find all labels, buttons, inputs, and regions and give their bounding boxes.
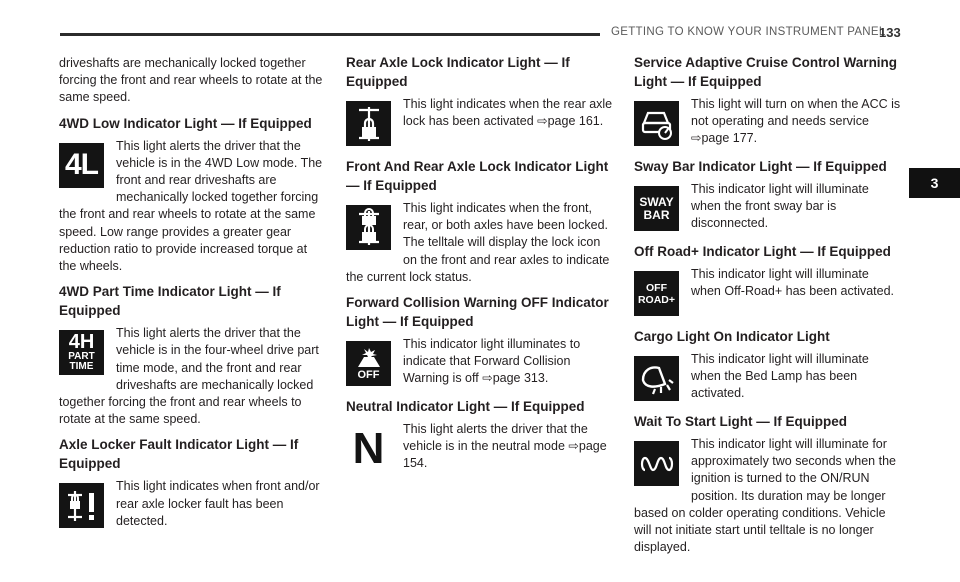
entry-4wd-low [59, 138, 327, 276]
body-sway-bar: This indicator light will illuminate when the front sway bar is disconnected. [691, 182, 869, 231]
body-4wd-low: This light alerts the driver that the vehicle is in the 4WD Low mode. The front and rear driveshafts are mechanically locked together forcing the front and rear wheels to rotate at the same speed. Low range provides a greater gear reduction ratio to provide increased torque at the wheels. [59, 138, 323, 274]
heading-sway-bar: Sway Bar Indicator Light — If Equipped [634, 159, 887, 174]
heading-rear-axle-lock: Rear Axle Lock Indicator Light — If Equipped [346, 55, 570, 89]
page-reference[interactable]: ⇨ page 177. [691, 131, 757, 145]
front-rear-axle-lock-icon [346, 205, 391, 250]
heading-wait-to-start: Wait To Start Light — If Equipped [634, 414, 847, 429]
page-reference[interactable]: ⇨ page 154. [403, 439, 607, 470]
entry-acc-service [634, 96, 902, 150]
glow-plug-icon [634, 441, 679, 486]
forward-collision-off-icon: OFF [346, 341, 391, 386]
entry-cargo-light [634, 351, 902, 405]
entry-4wd-part-time [59, 325, 327, 428]
entry-axle-fault [59, 478, 327, 532]
entry-rear-axle-lock [346, 96, 614, 150]
entry-sway-bar [634, 181, 902, 235]
entry-off-road [634, 266, 902, 320]
axle-fault-icon [59, 483, 104, 528]
rear-axle-lock-icon [346, 101, 391, 146]
body-axle-fault: This light indicates when front and/or rear axle locker fault has been detected. [116, 479, 320, 528]
body-off-road: This indicator light will illuminate when Off-Road+ has been activated. [691, 267, 895, 299]
entry-fcw-off [346, 336, 614, 390]
body-cargo-light: This indicator light will illuminate when the Bed Lamp has been activated. [691, 352, 869, 401]
intro-paragraph: driveshafts are mechanically locked together forcing the front and rear wheels to rotate at the same speed. [59, 56, 323, 105]
entry-wait-to-start [634, 436, 902, 556]
page-reference[interactable]: ⇨ page 161. [537, 114, 603, 128]
running-header: GETTING TO KNOW YOUR INSTRUMENT PANEL [611, 26, 886, 38]
header-rule [60, 33, 600, 36]
heading-axle-fault: Axle Locker Fault Indicator Light — If Equipped [59, 437, 299, 472]
neutral-icon: N [346, 426, 391, 471]
heading-neutral: Neutral Indicator Light — If Equipped [346, 399, 585, 415]
column-3 [634, 53, 902, 556]
body-front-rear-axle-lock: This light indicates when the front, rear, or both axles have been locked. The telltale will display the lock icon on the front and rear axles to indicate the current lock status. [346, 201, 610, 284]
body-fcw-off: This indicator light illuminates to indicate that Forward Collision Warning is off ⇨ page 313. [346, 336, 614, 388]
cargo-light-icon [634, 356, 679, 401]
heading-front-rear-axle-lock: Front And Rear Axle Lock Indicator Light — If Equipped [346, 159, 609, 193]
heading-cargo-light: Cargo Light On Indicator Light [634, 329, 830, 344]
body-rear-axle-lock: This light indicates when the rear axle lock has been activated ⇨ page 161. [346, 96, 614, 130]
heading-off-road: Off Road+ Indicator Light — If Equipped [634, 244, 891, 259]
acc-service-icon [634, 101, 679, 146]
page-reference[interactable]: ⇨ page 313. [482, 371, 548, 385]
heading-4wd-part-time: 4WD Part Time Indicator Light — If Equipped [59, 284, 281, 319]
body-neutral: This light alerts the driver that the vehicle is in the neutral mode ⇨ page 154. [346, 421, 614, 473]
heading-acc-service: Service Adaptive Cruise Control Warning Light — If Equipped [634, 55, 898, 89]
column-2 [346, 53, 614, 475]
sway-bar-icon: SWAY BAR [634, 186, 679, 231]
chapter-tab: 3 [909, 168, 960, 198]
off-road-icon: OFF ROAD+ [634, 271, 679, 316]
body-wait-to-start: This indicator light will illuminate for approximately two seconds when the ignition is turned to the ON/RUN position. Its duration may be longer based on colder operating conditions. Vehicle will not initiate start until telltale is no longer displayed. [634, 437, 896, 555]
4wd-low-icon: 4L [59, 143, 104, 188]
body-4wd-part-time: This light alerts the driver that the vehicle is in the four-wheel drive part time mode, and the front and rear driveshafts are mechanically locked together forcing the front and rear wheels to rotate at the same speed. [59, 326, 319, 427]
4wd-part-time-icon: 4H PART TIME [59, 330, 104, 375]
heading-fcw-off: Forward Collision Warning OFF Indicator Light — If Equipped [346, 295, 609, 330]
column-1 [59, 55, 327, 532]
entry-front-rear-axle-lock [346, 200, 614, 286]
entry-neutral [346, 421, 614, 475]
heading-4wd-low: 4WD Low Indicator Light — If Equipped [59, 115, 312, 131]
body-acc-service: This light will turn on when the ACC is not operating and needs service ⇨ page 177. [634, 96, 902, 148]
page-number: 133 [879, 25, 901, 40]
